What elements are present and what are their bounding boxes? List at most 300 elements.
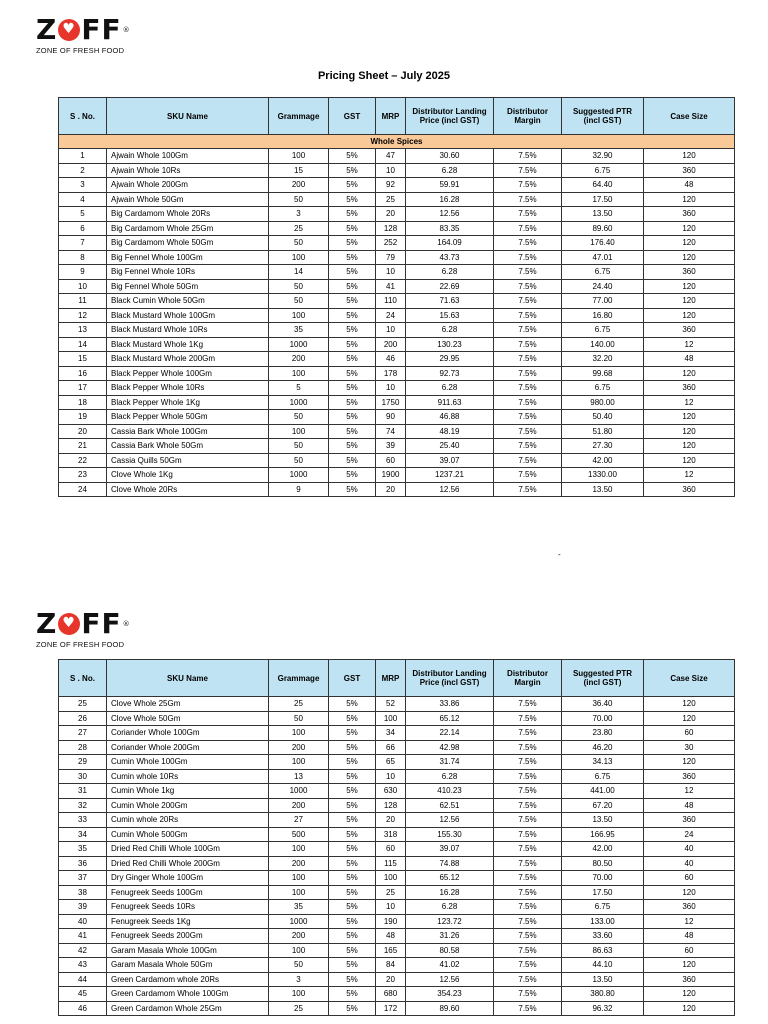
table-cell: 6.28 bbox=[406, 265, 494, 280]
table-row bbox=[59, 410, 735, 425]
column-header: S . No. bbox=[59, 98, 107, 135]
table-cell: 20 bbox=[376, 813, 406, 828]
table-cell: 25 bbox=[376, 192, 406, 207]
table-cell: 120 bbox=[644, 987, 735, 1002]
table-cell: 41 bbox=[376, 279, 406, 294]
table-row bbox=[59, 711, 735, 726]
table-cell: 51.80 bbox=[562, 424, 644, 439]
table-cell: 5% bbox=[329, 149, 376, 164]
table-cell: 90 bbox=[376, 410, 406, 425]
sku-name-cell: Big Cardamom Whole 50Gm bbox=[107, 236, 269, 251]
table-cell: 13.50 bbox=[562, 813, 644, 828]
sku-name-cell: Ajwain Whole 100Gm bbox=[107, 149, 269, 164]
table-cell: 354.23 bbox=[406, 987, 494, 1002]
table-cell: 16.80 bbox=[562, 308, 644, 323]
table-cell: 360 bbox=[644, 972, 735, 987]
table-cell: 7.5% bbox=[494, 1001, 562, 1016]
sku-name-cell: Coriander Whole 100Gm bbox=[107, 726, 269, 741]
table-cell: 5% bbox=[329, 740, 376, 755]
logo-mark: Z ♥ FF ® bbox=[36, 610, 131, 638]
table-cell: 7.5% bbox=[494, 929, 562, 944]
table-cell: 1000 bbox=[269, 337, 329, 352]
column-header: Case Size bbox=[644, 98, 735, 135]
sku-name-cell: Big Cardamom Whole 20Rs bbox=[107, 207, 269, 222]
table-cell: 24 bbox=[376, 308, 406, 323]
table-cell: 1000 bbox=[269, 395, 329, 410]
table-cell: 7.5% bbox=[494, 972, 562, 987]
table-row bbox=[59, 308, 735, 323]
table-cell: 12.56 bbox=[406, 207, 494, 222]
table-cell: 31.26 bbox=[406, 929, 494, 944]
table-cell: 7.5% bbox=[494, 192, 562, 207]
table-row bbox=[59, 366, 735, 381]
table-row bbox=[59, 943, 735, 958]
column-header: GST bbox=[329, 660, 376, 697]
table-cell: 65 bbox=[376, 755, 406, 770]
table-cell: 65.12 bbox=[406, 871, 494, 886]
table-cell: 60 bbox=[376, 453, 406, 468]
table-cell: 50 bbox=[269, 192, 329, 207]
sku-name-cell: Garam Masala Whole 50Gm bbox=[107, 958, 269, 973]
table-cell: 120 bbox=[644, 711, 735, 726]
table-cell: 360 bbox=[644, 381, 735, 396]
table-cell: 48 bbox=[644, 178, 735, 193]
table-cell: 360 bbox=[644, 813, 735, 828]
sku-name-cell: Cumin whole 10Rs bbox=[107, 769, 269, 784]
table-row bbox=[59, 294, 735, 309]
heart-icon bbox=[58, 19, 80, 41]
table-cell: 5% bbox=[329, 697, 376, 712]
table-cell: 7.5% bbox=[494, 900, 562, 915]
table-cell: 29 bbox=[59, 755, 107, 770]
table-cell: 27.30 bbox=[562, 439, 644, 454]
table-cell: 33.86 bbox=[406, 697, 494, 712]
table-cell: 200 bbox=[269, 352, 329, 367]
table-cell: 5% bbox=[329, 871, 376, 886]
table-cell: 5% bbox=[329, 192, 376, 207]
table-row bbox=[59, 453, 735, 468]
table-cell: 83.35 bbox=[406, 221, 494, 236]
table-cell: 4 bbox=[59, 192, 107, 207]
table-cell: 40 bbox=[644, 856, 735, 871]
table-cell: 200 bbox=[376, 337, 406, 352]
table-cell: 10 bbox=[376, 900, 406, 915]
table-cell: 7.5% bbox=[494, 236, 562, 251]
table-cell: 5% bbox=[329, 221, 376, 236]
table-cell: 100 bbox=[269, 842, 329, 857]
table-cell: 32.20 bbox=[562, 352, 644, 367]
table-cell: 39.07 bbox=[406, 453, 494, 468]
table-cell: 5% bbox=[329, 827, 376, 842]
table-cell: 128 bbox=[376, 798, 406, 813]
sku-name-cell: Green Cardamon Whole 25Gm bbox=[107, 1001, 269, 1016]
sku-name-cell: Black Pepper Whole 50Gm bbox=[107, 410, 269, 425]
table-cell: 35 bbox=[269, 900, 329, 915]
table-cell: 7.5% bbox=[494, 265, 562, 280]
table-cell: 64.40 bbox=[562, 178, 644, 193]
sku-name-cell: Dried Red Chilli Whole 200Gm bbox=[107, 856, 269, 871]
table-cell: 5% bbox=[329, 236, 376, 251]
table-cell: 172 bbox=[376, 1001, 406, 1016]
sku-name-cell: Fenugreek Seeds 100Gm bbox=[107, 885, 269, 900]
table-cell: 5% bbox=[329, 308, 376, 323]
table-cell: 120 bbox=[644, 697, 735, 712]
table-cell: 120 bbox=[644, 236, 735, 251]
sku-name-cell: Fenugreek Seeds 1Kg bbox=[107, 914, 269, 929]
table-cell: 7 bbox=[59, 236, 107, 251]
table-cell: 9 bbox=[269, 482, 329, 497]
table-cell: 120 bbox=[644, 279, 735, 294]
table-row bbox=[59, 163, 735, 178]
table-row bbox=[59, 856, 735, 871]
table-cell: 59.91 bbox=[406, 178, 494, 193]
table-cell: 911.63 bbox=[406, 395, 494, 410]
table-row bbox=[59, 784, 735, 799]
sku-name-cell: Clove Whole 25Gm bbox=[107, 697, 269, 712]
sku-name-cell: Cumin Whole 1kg bbox=[107, 784, 269, 799]
table-cell: 5% bbox=[329, 250, 376, 265]
table-cell: 5% bbox=[329, 943, 376, 958]
table-cell: 5% bbox=[329, 856, 376, 871]
table-cell: 7.5% bbox=[494, 221, 562, 236]
table-cell: 6.28 bbox=[406, 323, 494, 338]
table-cell: 3 bbox=[269, 207, 329, 222]
table-cell: 42.00 bbox=[562, 453, 644, 468]
table-cell: 15 bbox=[59, 352, 107, 367]
table-cell: 5% bbox=[329, 424, 376, 439]
table-cell: 50 bbox=[269, 453, 329, 468]
table-cell: 10 bbox=[376, 163, 406, 178]
table-row bbox=[59, 178, 735, 193]
table-cell: 50 bbox=[269, 439, 329, 454]
table-row bbox=[59, 769, 735, 784]
table-cell: 133.00 bbox=[562, 914, 644, 929]
sku-name-cell: Black Cumin Whole 50Gm bbox=[107, 294, 269, 309]
table-cell: 16.28 bbox=[406, 192, 494, 207]
table-cell: 7.5% bbox=[494, 439, 562, 454]
table-cell: 7.5% bbox=[494, 482, 562, 497]
table-cell: 165 bbox=[376, 943, 406, 958]
column-header: MRP bbox=[376, 660, 406, 697]
table-cell: 100 bbox=[269, 366, 329, 381]
table-cell: 20 bbox=[376, 972, 406, 987]
table-cell: 48.19 bbox=[406, 424, 494, 439]
table-cell: 120 bbox=[644, 308, 735, 323]
table-cell: 22 bbox=[59, 453, 107, 468]
table-cell: 120 bbox=[644, 958, 735, 973]
table-cell: 25 bbox=[376, 885, 406, 900]
table-cell: 7.5% bbox=[494, 381, 562, 396]
table-cell: 100 bbox=[269, 755, 329, 770]
table-cell: 84 bbox=[376, 958, 406, 973]
table-row bbox=[59, 439, 735, 454]
table-row bbox=[59, 381, 735, 396]
table-cell: 7.5% bbox=[494, 769, 562, 784]
table-cell: 380.80 bbox=[562, 987, 644, 1002]
table-cell: 32.90 bbox=[562, 149, 644, 164]
table-cell: 5% bbox=[329, 381, 376, 396]
table-cell: 50.40 bbox=[562, 410, 644, 425]
table-cell: 35 bbox=[269, 323, 329, 338]
table-cell: 17.50 bbox=[562, 192, 644, 207]
table-cell: 980.00 bbox=[562, 395, 644, 410]
logo-mark: Z ♥ FF ® bbox=[36, 16, 131, 44]
table-cell: 7.5% bbox=[494, 697, 562, 712]
table-cell: 190 bbox=[376, 914, 406, 929]
table-cell: 5% bbox=[329, 265, 376, 280]
table-cell: 92.73 bbox=[406, 366, 494, 381]
table-cell: 1900 bbox=[376, 468, 406, 483]
table-cell: 360 bbox=[644, 482, 735, 497]
table-cell: 5% bbox=[329, 769, 376, 784]
table-cell: 41.02 bbox=[406, 958, 494, 973]
table-cell: 5 bbox=[59, 207, 107, 222]
table-cell: 43 bbox=[59, 958, 107, 973]
sku-name-cell: Green Cardamom whole 20Rs bbox=[107, 972, 269, 987]
table-row bbox=[59, 482, 735, 497]
table-cell: 42 bbox=[59, 943, 107, 958]
sku-name-cell: Big Fennel Whole 10Rs bbox=[107, 265, 269, 280]
table-row bbox=[59, 192, 735, 207]
table-cell: 16 bbox=[59, 366, 107, 381]
table-row bbox=[59, 929, 735, 944]
table-cell: 7.5% bbox=[494, 352, 562, 367]
table-cell: 20 bbox=[376, 207, 406, 222]
sku-name-cell: Cumin Whole 100Gm bbox=[107, 755, 269, 770]
sku-name-cell: Black Mustard Whole 1Kg bbox=[107, 337, 269, 352]
table-cell: 120 bbox=[644, 1001, 735, 1016]
sku-name-cell: Dried Red Chilli Whole 100Gm bbox=[107, 842, 269, 857]
sku-name-cell: Big Fennel Whole 100Gm bbox=[107, 250, 269, 265]
table-cell: 92 bbox=[376, 178, 406, 193]
table-cell: 441.00 bbox=[562, 784, 644, 799]
table-cell: 7.5% bbox=[494, 279, 562, 294]
table-cell: 5% bbox=[329, 813, 376, 828]
table-cell: 46 bbox=[59, 1001, 107, 1016]
sku-name-cell: Cassia Bark Whole 100Gm bbox=[107, 424, 269, 439]
table-cell: 2 bbox=[59, 163, 107, 178]
table-cell: 23.80 bbox=[562, 726, 644, 741]
table-row bbox=[59, 798, 735, 813]
table-cell: 30 bbox=[644, 740, 735, 755]
table-cell: 15 bbox=[269, 163, 329, 178]
table-cell: 20 bbox=[59, 424, 107, 439]
table-row bbox=[59, 424, 735, 439]
table-cell: 60 bbox=[376, 842, 406, 857]
table-cell: 33.60 bbox=[562, 929, 644, 944]
table-cell: 120 bbox=[644, 885, 735, 900]
table-cell: 7.5% bbox=[494, 798, 562, 813]
table-cell: 22.14 bbox=[406, 726, 494, 741]
table-cell: 5% bbox=[329, 842, 376, 857]
table-row bbox=[59, 914, 735, 929]
table-cell: 5% bbox=[329, 972, 376, 987]
table-cell: 13.50 bbox=[562, 482, 644, 497]
table-cell: 7.5% bbox=[494, 453, 562, 468]
table-cell: 5% bbox=[329, 468, 376, 483]
table-cell: 39.07 bbox=[406, 842, 494, 857]
table-cell: 6 bbox=[59, 221, 107, 236]
table-cell: 5% bbox=[329, 482, 376, 497]
table-cell: 360 bbox=[644, 207, 735, 222]
column-header: Distributor Margin bbox=[494, 98, 562, 135]
table-cell: 100 bbox=[269, 726, 329, 741]
table-cell: 10 bbox=[59, 279, 107, 294]
table-cell: 46 bbox=[376, 352, 406, 367]
table-cell: 31.74 bbox=[406, 755, 494, 770]
table-cell: 500 bbox=[269, 827, 329, 842]
column-header: Distributor Landing Price (incl GST) bbox=[406, 660, 494, 697]
pricing-table bbox=[58, 97, 735, 497]
table-cell: 110 bbox=[376, 294, 406, 309]
table-cell: 48 bbox=[644, 929, 735, 944]
table-cell: 74.88 bbox=[406, 856, 494, 871]
table-cell: 60 bbox=[644, 871, 735, 886]
table-cell: 5% bbox=[329, 1001, 376, 1016]
table-cell: 1 bbox=[59, 149, 107, 164]
table-cell: 100 bbox=[269, 424, 329, 439]
table-cell: 48 bbox=[376, 929, 406, 944]
table-cell: 120 bbox=[644, 439, 735, 454]
table-cell: 7.5% bbox=[494, 740, 562, 755]
table-cell: 60 bbox=[644, 726, 735, 741]
table-cell: 6.28 bbox=[406, 381, 494, 396]
heart-icon bbox=[58, 613, 80, 635]
table-cell: 11 bbox=[59, 294, 107, 309]
table-cell: 7.5% bbox=[494, 914, 562, 929]
table-row bbox=[59, 900, 735, 915]
table-cell: 7.5% bbox=[494, 711, 562, 726]
table-cell: 120 bbox=[644, 294, 735, 309]
table-row bbox=[59, 279, 735, 294]
table-cell: 5% bbox=[329, 453, 376, 468]
table-cell: 10 bbox=[376, 323, 406, 338]
table-cell: 5% bbox=[329, 439, 376, 454]
table-cell: 50 bbox=[269, 294, 329, 309]
table-cell: 30.60 bbox=[406, 149, 494, 164]
table-cell: 65.12 bbox=[406, 711, 494, 726]
table-cell: 14 bbox=[59, 337, 107, 352]
table-cell: 7.5% bbox=[494, 856, 562, 871]
table-cell: 1000 bbox=[269, 784, 329, 799]
table-cell: 7.5% bbox=[494, 784, 562, 799]
table-cell: 7.5% bbox=[494, 726, 562, 741]
column-header: Case Size bbox=[644, 660, 735, 697]
table-cell: 130.23 bbox=[406, 337, 494, 352]
table-cell: 3 bbox=[59, 178, 107, 193]
table-cell: 12 bbox=[644, 914, 735, 929]
table-cell: 29.95 bbox=[406, 352, 494, 367]
table-cell: 7.5% bbox=[494, 827, 562, 842]
table-row bbox=[59, 395, 735, 410]
table-row bbox=[59, 885, 735, 900]
table-cell: 66 bbox=[376, 740, 406, 755]
table-cell: 120 bbox=[644, 755, 735, 770]
table-row bbox=[59, 221, 735, 236]
table-cell: 7.5% bbox=[494, 207, 562, 222]
column-header: Grammage bbox=[269, 98, 329, 135]
table-cell: 200 bbox=[269, 856, 329, 871]
table-cell: 40 bbox=[644, 842, 735, 857]
page-title: Pricing Sheet – July 2025 bbox=[317, 70, 451, 82]
table-cell: 115 bbox=[376, 856, 406, 871]
pricing-table bbox=[58, 659, 735, 1016]
table-cell: 25.40 bbox=[406, 439, 494, 454]
table-cell: 39 bbox=[59, 900, 107, 915]
table-cell: 6.75 bbox=[562, 381, 644, 396]
table-cell: 5% bbox=[329, 337, 376, 352]
table-cell: 24.40 bbox=[562, 279, 644, 294]
sku-name-cell: Black Pepper Whole 10Rs bbox=[107, 381, 269, 396]
sku-name-cell: Clove Whole 50Gm bbox=[107, 711, 269, 726]
table-cell: 166.95 bbox=[562, 827, 644, 842]
table-cell: 12 bbox=[644, 337, 735, 352]
table-cell: 12 bbox=[644, 395, 735, 410]
table-cell: 140.00 bbox=[562, 337, 644, 352]
table-cell: 1330.00 bbox=[562, 468, 644, 483]
table-cell: 7.5% bbox=[494, 178, 562, 193]
table-row bbox=[59, 1001, 735, 1016]
table-cell: 39 bbox=[376, 439, 406, 454]
table-cell: 26 bbox=[59, 711, 107, 726]
table-cell: 5% bbox=[329, 798, 376, 813]
table-cell: 67.20 bbox=[562, 798, 644, 813]
table-cell: 42.00 bbox=[562, 842, 644, 857]
table-cell: 46.88 bbox=[406, 410, 494, 425]
table-cell: 120 bbox=[644, 424, 735, 439]
sku-name-cell: Black Pepper Whole 100Gm bbox=[107, 366, 269, 381]
table-cell: 44 bbox=[59, 972, 107, 987]
table-cell: 10 bbox=[376, 381, 406, 396]
table-cell: 40 bbox=[59, 914, 107, 929]
table-cell: 7.5% bbox=[494, 337, 562, 352]
table-cell: 7.5% bbox=[494, 813, 562, 828]
table-cell: 410.23 bbox=[406, 784, 494, 799]
sku-name-cell: Fenugreek Seeds 200Gm bbox=[107, 929, 269, 944]
table-cell: 80.50 bbox=[562, 856, 644, 871]
table-cell: 34 bbox=[59, 827, 107, 842]
table-cell: 8 bbox=[59, 250, 107, 265]
table-row bbox=[59, 755, 735, 770]
table-cell: 200 bbox=[269, 929, 329, 944]
column-header: Suggested PTR (incl GST) bbox=[562, 98, 644, 135]
table-cell: 5% bbox=[329, 755, 376, 770]
table-cell: 5% bbox=[329, 294, 376, 309]
table-cell: 680 bbox=[376, 987, 406, 1002]
sku-name-cell: Black Mustard Whole 200Gm bbox=[107, 352, 269, 367]
table-cell: 100 bbox=[269, 987, 329, 1002]
table-cell: 100 bbox=[376, 871, 406, 886]
column-header: Grammage bbox=[269, 660, 329, 697]
table-cell: 1237.21 bbox=[406, 468, 494, 483]
table-cell: 120 bbox=[644, 250, 735, 265]
table-cell: 7.5% bbox=[494, 308, 562, 323]
table-cell: 71.63 bbox=[406, 294, 494, 309]
table-cell: 22.69 bbox=[406, 279, 494, 294]
sku-name-cell: Black Pepper Whole 1Kg bbox=[107, 395, 269, 410]
table-cell: 7.5% bbox=[494, 842, 562, 857]
table-cell: 5% bbox=[329, 900, 376, 915]
table-cell: 48 bbox=[644, 352, 735, 367]
table-cell: 200 bbox=[269, 798, 329, 813]
table-header bbox=[59, 660, 735, 697]
table-cell: 25 bbox=[59, 697, 107, 712]
table-row bbox=[59, 149, 735, 164]
table-row bbox=[59, 468, 735, 483]
sku-name-cell: Garam Masala Whole 100Gm bbox=[107, 943, 269, 958]
table-cell: 5% bbox=[329, 323, 376, 338]
table-cell: 5% bbox=[329, 352, 376, 367]
